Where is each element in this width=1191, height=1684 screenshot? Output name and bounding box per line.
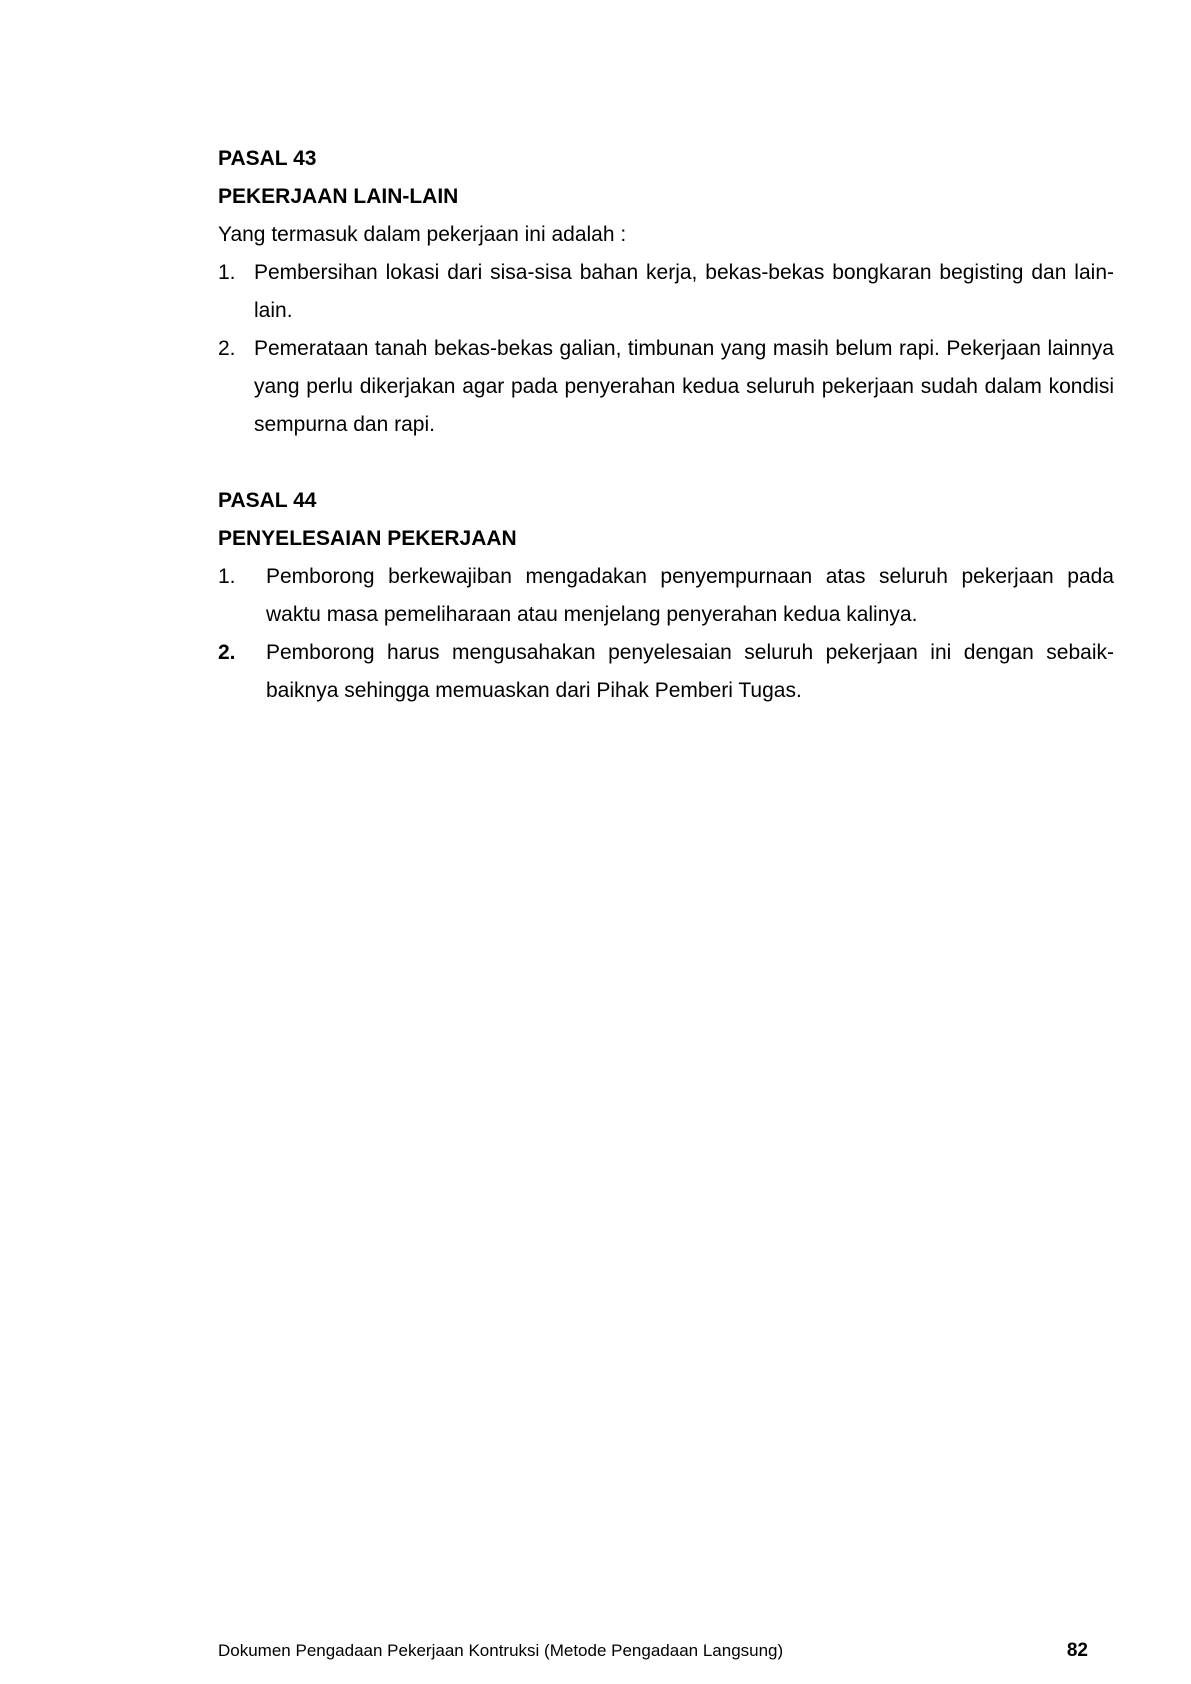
list-item-number: 1. [218, 261, 236, 284]
pasal-43-list [218, 254, 1114, 444]
list-item [218, 558, 1114, 634]
pasal-43-section [218, 140, 1114, 444]
list-item [218, 634, 1114, 710]
list-item-text: Pemerataan tanah bekas-bekas galian, timbunan yang masih belum rapi. Pekerjaan lainnya yang perlu dikerjakan agar pada penyerahan kedua seluruh pekerjaan sudah dalam kondisi sempurna dan rapi. [254, 337, 1114, 436]
list-item-number: 2. [218, 337, 236, 360]
footer-document-title: Dokumen Pengadaan Pekerjaan Kontruksi (Metode Pengadaan Langsung) [218, 1641, 784, 1660]
page-number: 82 [1066, 1640, 1088, 1661]
pasal-44-subtitle: PENYELESAIAN PEKERJAAN [218, 527, 517, 550]
page-footer [218, 1640, 1088, 1662]
list-item [218, 254, 1114, 330]
list-item-number: 2. [218, 641, 236, 664]
list-item-text: Pemborong berkewajiban mengadakan penyempurnaan atas seluruh pekerjaan pada waktu masa pemeliharaan atau menjelang penyerahan kedua kalinya. [266, 565, 1114, 626]
pasal-44-section [218, 482, 1114, 710]
section-spacer [218, 444, 1114, 482]
list-item [218, 330, 1114, 444]
list-item-text: Pemborong harus mengusahakan penyelesaian seluruh pekerjaan ini dengan sebaik-baiknya sehingga memuaskan dari Pihak Pemberi Tugas. [266, 641, 1114, 702]
pasal-43-title: PASAL 43 [218, 147, 317, 170]
list-item-text: Pembersihan lokasi dari sisa-sisa bahan kerja, bekas-bekas bongkaran begisting dan lain-lain. [254, 261, 1114, 322]
pasal-44-list [218, 558, 1114, 710]
pasal-43-subtitle: PEKERJAAN LAIN-LAIN [218, 185, 459, 208]
pasal-44-title: PASAL 44 [218, 489, 317, 512]
pasal-43-intro: Yang termasuk dalam pekerjaan ini adalah : [218, 223, 627, 246]
document-page [218, 140, 1114, 710]
list-item-number: 1. [218, 565, 236, 588]
